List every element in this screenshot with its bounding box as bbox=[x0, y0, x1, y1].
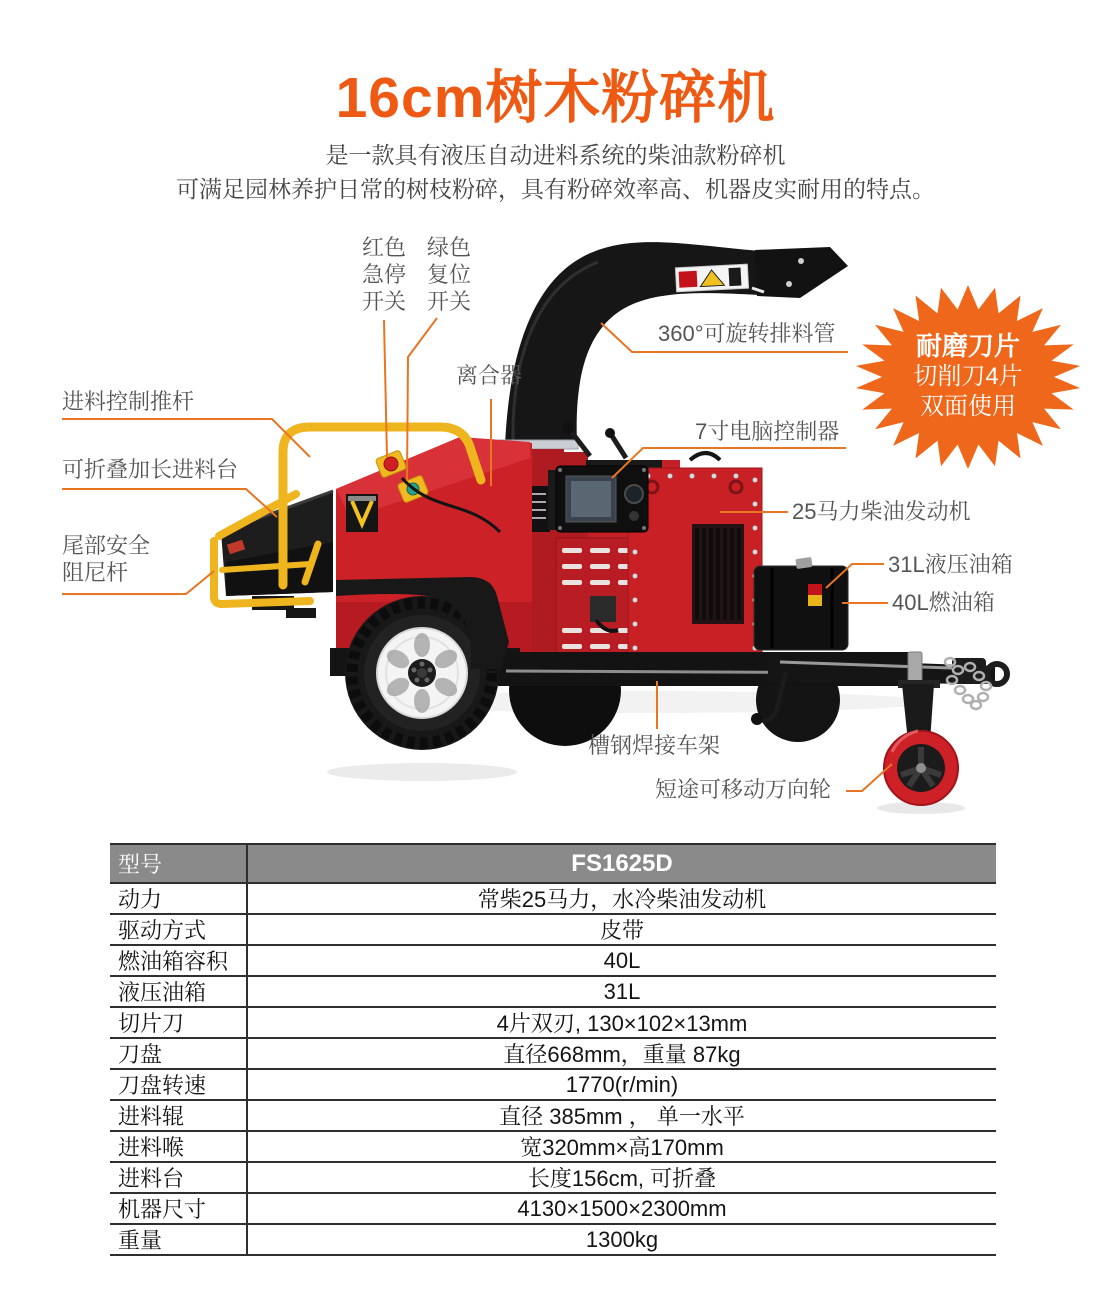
spec-row-value: 40L bbox=[603, 947, 641, 973]
label-clutch: 离合器 bbox=[456, 363, 523, 388]
hitch-ring bbox=[987, 664, 1007, 684]
spec-row bbox=[110, 1194, 996, 1225]
label-diesel-engine: 25马力柴油发动机 bbox=[792, 499, 971, 524]
spec-row bbox=[110, 1070, 996, 1101]
spec-row-label: 重量 bbox=[110, 1225, 248, 1254]
subtitle-line-1: 是一款具有液压自动进料系统的柴油款粉碎机 bbox=[325, 142, 786, 168]
label-hydraulic-tank: 31L液压油箱 bbox=[888, 552, 1013, 577]
spec-row-value: 1300kg bbox=[585, 1226, 659, 1252]
spec-row-value: 1770(r/min) bbox=[565, 1071, 679, 1097]
spec-row bbox=[110, 1008, 996, 1039]
computer-controller bbox=[548, 466, 648, 532]
spec-row-value: 直径 385mm ， 单一水平 bbox=[499, 1104, 745, 1129]
spec-row-value: 4130×1500×2300mm bbox=[517, 1195, 727, 1221]
spec-row-value: 4片双刃, 130×102×13mm bbox=[496, 1011, 748, 1036]
spec-row-value: 宽320mm×高170mm bbox=[520, 1135, 724, 1160]
spec-row bbox=[110, 1039, 996, 1070]
spec-row-label: 进料台 bbox=[110, 1163, 248, 1192]
label-tail-safety-damper: 尾部安全 阻尼杆 bbox=[62, 533, 151, 585]
subtitle-line-2: 可满足园林养护日常的树枝粉碎，具有粉碎效率高、机器皮实耐用的特点。 bbox=[176, 176, 935, 202]
spec-row-value: 皮带 bbox=[599, 918, 644, 943]
spec-row-label: 刀盘转速 bbox=[110, 1070, 248, 1099]
spec-header-label: 型号 bbox=[110, 845, 248, 882]
fuel-tank bbox=[754, 557, 848, 650]
label-welded-frame: 槽钢焊接车架 bbox=[588, 733, 721, 758]
spec-row-value: 长度156cm, 可折叠 bbox=[527, 1166, 717, 1191]
badge-text bbox=[913, 331, 1022, 422]
spec-row bbox=[110, 1225, 996, 1256]
spec-row-value: 直径668mm，重量 87kg bbox=[503, 1042, 741, 1067]
spec-header-value: FS1625D bbox=[571, 849, 673, 877]
spec-row bbox=[110, 884, 996, 915]
label-computer-controller: 7寸电脑控制器 bbox=[695, 419, 840, 444]
spec-row bbox=[110, 977, 996, 1008]
spec-row-label: 动力 bbox=[110, 884, 248, 913]
crank-handle bbox=[751, 713, 763, 725]
label-green-reset-switch: 绿色 复位 开关 bbox=[427, 235, 472, 314]
label-folding-feed-table: 可折叠加长进料台 bbox=[62, 457, 239, 482]
spec-row bbox=[110, 1163, 996, 1194]
page-title: 16cm树木粉碎机 bbox=[335, 66, 776, 130]
label-feed-control-lever: 进料控制推杆 bbox=[62, 389, 195, 414]
spec-table bbox=[110, 843, 996, 1256]
badge-line-2: 切削刀4片 bbox=[913, 363, 1023, 390]
badge-line-3: 双面使用 bbox=[919, 393, 1016, 420]
spec-row-label: 进料辊 bbox=[110, 1101, 248, 1130]
spec-row-label: 驱动方式 bbox=[110, 915, 248, 944]
spec-row-value: 31L bbox=[603, 978, 641, 1004]
spec-row-label: 燃油箱容积 bbox=[110, 946, 248, 975]
badge-line-1: 耐磨刀片 bbox=[915, 331, 1021, 361]
label-fuel-tank: 40L燃油箱 bbox=[892, 590, 995, 615]
spec-row-label: 刀盘 bbox=[110, 1039, 248, 1068]
spec-row-label: 切片刀 bbox=[110, 1008, 248, 1037]
spec-row bbox=[110, 1101, 996, 1132]
spec-row-label: 液压油箱 bbox=[110, 977, 248, 1006]
spec-row bbox=[110, 1132, 996, 1163]
spec-row bbox=[110, 915, 996, 946]
spec-row-label: 进料喉 bbox=[110, 1132, 248, 1161]
spec-header-row bbox=[110, 845, 996, 884]
label-caster-wheel: 短途可移动万向轮 bbox=[655, 777, 832, 802]
label-red-estop-switch: 红色 急停 开关 bbox=[362, 235, 407, 314]
warning-sticker bbox=[675, 264, 748, 292]
label-rotating-chute: 360°可旋转排料管 bbox=[658, 321, 836, 346]
spec-row-label: 机器尺寸 bbox=[110, 1194, 248, 1223]
spec-row bbox=[110, 946, 996, 977]
spec-row-value: 常柴25马力，水冷柴油发动机 bbox=[477, 887, 767, 912]
